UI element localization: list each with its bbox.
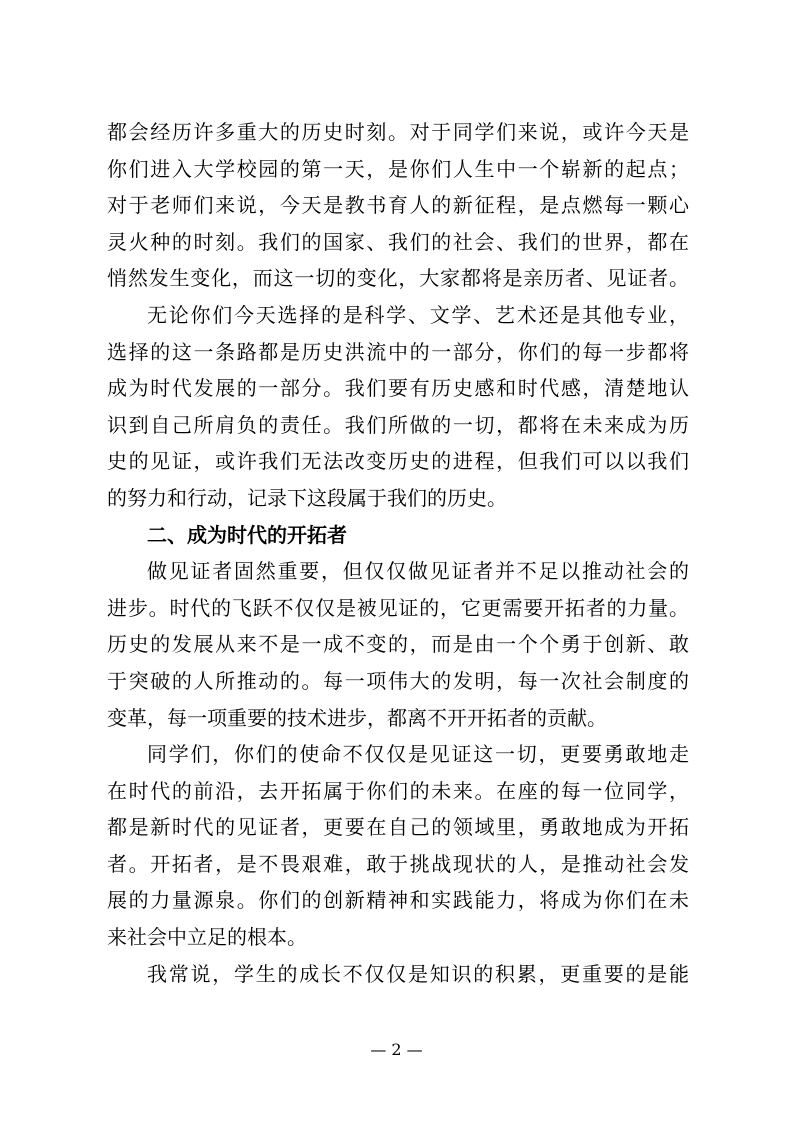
text-line: 进步。时代的飞跃不仅仅是被见证的，它更需要开拓者的力量。 <box>107 595 689 620</box>
text-line: 都是新时代的见证者，更要在自己的领域里，勇敢地成为开拓 <box>107 815 689 840</box>
text-line: 选择的这一条路都是历史洪流中的一部分，你们的每一步都将 <box>107 339 689 364</box>
text-line: 无论你们今天选择的是科学、文学、艺术还是其他专业， <box>147 302 689 327</box>
text-line: 史的见证，或许我们无法改变历史的进程，但我们可以以我们 <box>107 449 689 474</box>
paragraph <box>107 956 689 993</box>
section-heading: 二、成为时代的开拓者 <box>147 522 347 547</box>
text-line: 来社会中立足的根本。 <box>107 925 307 950</box>
text-line: 灵火种的时刻。我们的国家、我们的社会、我们的世界，都在 <box>107 229 689 254</box>
paragraph <box>107 114 689 297</box>
text-line: 我常说，学生的成长不仅仅是知识的积累，更重要的是能 <box>147 961 689 986</box>
document-body <box>107 114 689 992</box>
text-line: 变革，每一项重要的技术进步，都离不开开拓者的贡献。 <box>107 705 607 730</box>
text-line: 历史的发展从来不是一成不变的，而是由一个个勇于创新、敢 <box>107 632 689 657</box>
text-line: 对于老师们来说，今天是教书育人的新征程，是点燃每一颗心 <box>107 193 689 218</box>
text-line: 同学们，你们的使命不仅仅是见证这一切，更要勇敢地走 <box>147 742 689 767</box>
text-line: 悄然发生变化，而这一切的变化，大家都将是亲历者、见证者。 <box>107 266 689 291</box>
text-line: 的努力和行动，记录下这段属于我们的历史。 <box>107 485 507 510</box>
text-line: 成为时代发展的一部分。我们要有历史感和时代感，清楚地认 <box>107 376 689 401</box>
paragraph <box>107 736 689 956</box>
paragraph <box>107 553 689 736</box>
text-line: 你们进入大学校园的第一天，是你们人生中一个崭新的起点； <box>107 156 689 181</box>
text-line: 在时代的前沿，去开拓属于你们的未来。在座的每一位同学， <box>107 778 689 803</box>
page-number: — 2 — <box>370 1040 423 1059</box>
paragraph <box>107 297 689 517</box>
text-line: 识到自己所肩负的责任。我们所做的一切，都将在未来成为历 <box>107 412 689 437</box>
text-line: 者。开拓者，是不畏艰难，敢于挑战现状的人，是推动社会发 <box>107 851 689 876</box>
text-line: 展的力量源泉。你们的创新精神和实践能力，将成为你们在未 <box>107 888 689 913</box>
text-line: 做见证者固然重要，但仅仅做见证者并不足以推动社会的 <box>147 559 689 584</box>
text-line: 于突破的人所推动的。每一项伟大的发明，每一次社会制度的 <box>107 668 689 693</box>
text-line: 都会经历许多重大的历史时刻。对于同学们来说，或许今天是 <box>107 120 689 144</box>
